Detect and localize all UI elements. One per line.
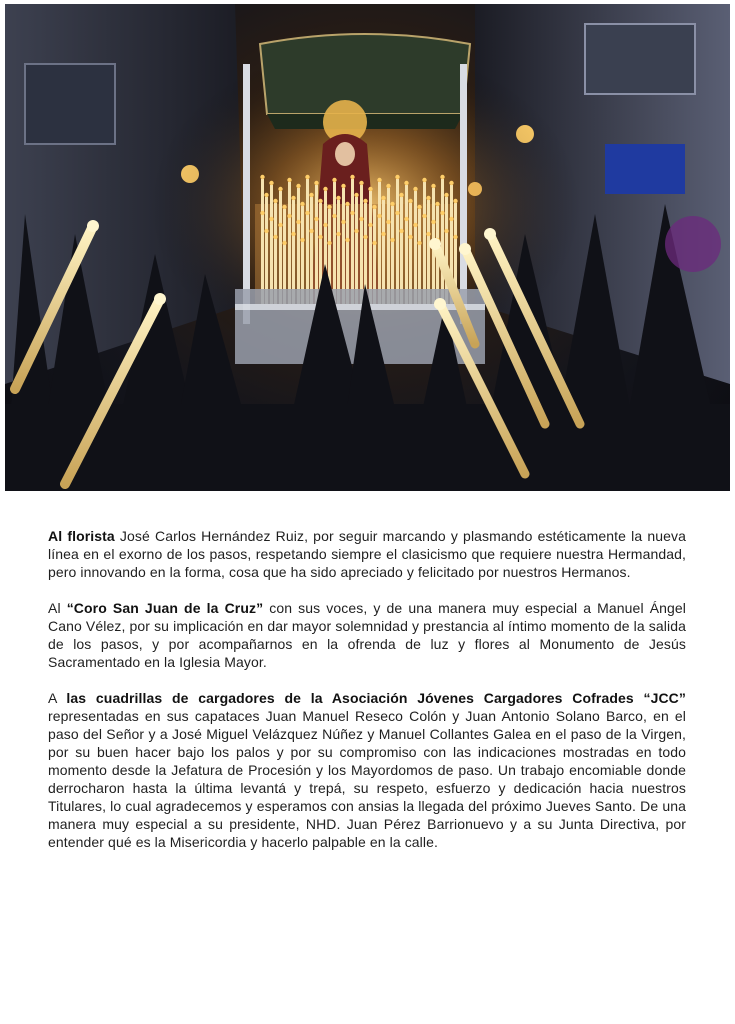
candle-flame (341, 220, 345, 224)
candle-flame (273, 199, 277, 203)
paragraph-text: José Carlos Hernández Ruiz, por seguir marcando y plasmando estéticamente la nueva línea en el exorno de los pasos, respetando siempre el clasicismo que requiere nuestra Hermandad, pero innovando en la forma, cosa que ha sido apreciado y felicitado por nuestros Hermanos. (48, 528, 686, 580)
candle-flame (381, 232, 385, 236)
candle-flame (444, 229, 448, 233)
candle-flame (314, 181, 318, 185)
candle-flame (395, 211, 399, 215)
candle-flame (350, 211, 354, 215)
candle-flame (408, 235, 412, 239)
candle-flame (278, 223, 282, 227)
candle-flame (440, 175, 444, 179)
paragraph-text: con sus voces, y de una manera muy especial a Manuel Ángel Cano Vélez, por su implicación en dar mayor solemnidad y prestancia al íntimo momento de la salida de los pasos, y por acompañarnos en la ofrenda de luz y flores al Monumento de Jesús Sacramentado en la Iglesia Mayor. (48, 600, 687, 670)
candle-flame (422, 178, 426, 182)
candle-flame (453, 199, 457, 203)
candle-flame (431, 184, 435, 188)
candle-flame (296, 220, 300, 224)
candle-flame (426, 232, 430, 236)
candle-flame (377, 214, 381, 218)
candle-flame (368, 223, 372, 227)
candle-flame (282, 241, 286, 245)
candle-flame (426, 196, 430, 200)
candle-flame (417, 205, 421, 209)
candle-flame (332, 178, 336, 182)
candle-flame (314, 217, 318, 221)
candle-flame (282, 205, 286, 209)
candle-flame (449, 181, 453, 185)
candle-flame (305, 211, 309, 215)
candle-flame (350, 175, 354, 179)
candle-flame (386, 184, 390, 188)
candle-flame (363, 235, 367, 239)
candle-flame (332, 214, 336, 218)
candle-flame (300, 238, 304, 242)
candle-flame (318, 199, 322, 203)
candle-flame (269, 181, 273, 185)
paragraph-text: representadas en sus capataces Juan Manuel Reseco Colón y Juan Antonio Solano Barco, en el paso del Señor y a José Miguel Velázquez Núñez y Manuel Collantes Galea en el paso de la Virgen, por su buen hacer bajo los palos y por su compromiso con las indicaciones mostradas en todo momento desde la Jefatura de Procesión y los Mayordomos de paso. Un trabajo encomiable donde derrocharon hasta la última levantá y trepá, su respeto, esfuerzo y dedicación hacia nuestros Titulares, lo cual agradecemos y esperamos con ansias la llegada del próximo Jueves Santo. De una manera muy especial a su presidente, NHD. Juan Pérez Barrionuevo y a su Junta Directiva, por entender qué es la Misericordia y hacerlo palpable en la calle. (48, 708, 686, 850)
candle-flame (435, 202, 439, 206)
candle-flame (278, 187, 282, 191)
candle-flame (354, 193, 358, 197)
candle-flame (327, 241, 331, 245)
candle-flame (291, 196, 295, 200)
candle-flame (390, 238, 394, 242)
candle-flame (399, 229, 403, 233)
candle-flame (287, 214, 291, 218)
candle-flame (264, 193, 268, 197)
candle-flame (336, 232, 340, 236)
candle-flame (381, 196, 385, 200)
palio-canopy (260, 34, 470, 114)
candle-flame (368, 187, 372, 191)
palio-pole (460, 64, 467, 324)
candle-flame (408, 199, 412, 203)
candle-flame (359, 217, 363, 221)
virgin-face (335, 142, 355, 166)
candle-flame (449, 217, 453, 221)
candle-flame (341, 184, 345, 188)
candle-flame (390, 202, 394, 206)
candle-flame (309, 229, 313, 233)
candle-flame (413, 223, 417, 227)
paragraph-lead: Al (48, 600, 67, 616)
candle-flame (323, 223, 327, 227)
paragraph-cuadrillas (48, 689, 686, 851)
candle-flame (260, 175, 264, 179)
candle-flame (453, 235, 457, 239)
candle-flame (323, 187, 327, 191)
candle-flame (336, 196, 340, 200)
candle-flame (413, 187, 417, 191)
candle-flame (363, 199, 367, 203)
palio-pole (243, 64, 250, 324)
candle-flame (296, 184, 300, 188)
paragraph-coro (48, 599, 686, 671)
candle-flame (318, 235, 322, 239)
candle-flame (300, 202, 304, 206)
candle-flame (404, 217, 408, 221)
candle-flame (345, 202, 349, 206)
body-text (48, 527, 686, 869)
candle-flame (269, 217, 273, 221)
paragraph-florista (48, 527, 686, 581)
balcony-left (25, 64, 115, 144)
candle-flame (377, 178, 381, 182)
paragraph-lead: A (48, 690, 67, 706)
candle-flame (440, 211, 444, 215)
bougainvillea (665, 216, 721, 272)
candle-flame (309, 193, 313, 197)
candle-flame (291, 232, 295, 236)
candle-flame (395, 175, 399, 179)
candle-flame (386, 220, 390, 224)
candle-flame (345, 238, 349, 242)
candle-flame (372, 205, 376, 209)
candle-flame (273, 235, 277, 239)
candle-flame (264, 229, 268, 233)
candle-flame (404, 181, 408, 185)
candle-flame (399, 193, 403, 197)
paragraph-bold: las cuadrillas de cargadores de la Asociación Jóvenes Cargadores Cofrades “JCC” (66, 690, 686, 706)
candle-flame (417, 241, 421, 245)
candle-flame (431, 220, 435, 224)
candle-flame (305, 175, 309, 179)
candle-flame (354, 229, 358, 233)
paragraph-bold: Al florista (48, 528, 115, 544)
procession-photo (5, 4, 730, 491)
candle-flame (372, 241, 376, 245)
candle-flame (260, 211, 264, 215)
candle-flame (444, 193, 448, 197)
candle-flame (422, 214, 426, 218)
paragraph-bold: “Coro San Juan de la Cruz” (66, 600, 264, 616)
procession-illustration (5, 4, 730, 491)
candle-flame (327, 205, 331, 209)
candle-flame (359, 181, 363, 185)
candle-flame (287, 178, 291, 182)
blue-awning (605, 144, 685, 194)
